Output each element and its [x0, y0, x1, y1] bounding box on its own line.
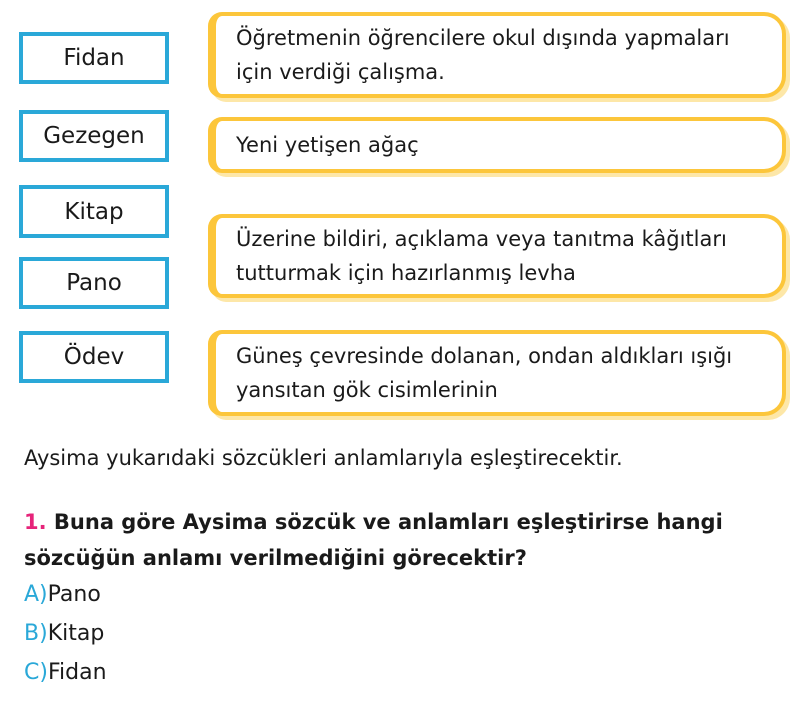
option-text: Kitap	[47, 621, 105, 646]
option-letter: C)	[24, 660, 48, 685]
word-box-kitap	[19, 185, 169, 238]
definition-box-1	[208, 12, 786, 98]
word-label: Pano	[66, 270, 122, 296]
option-a[interactable]	[24, 582, 101, 607]
option-letter: B)	[24, 621, 48, 646]
word-label: Kitap	[64, 198, 124, 225]
definition-box-2	[208, 117, 786, 173]
definition-text: Güneş çevresinde dolanan, ondan aldıkları ışığı yansıtan gök cisimlerinin	[236, 344, 733, 402]
word-label: Gezegen	[43, 123, 145, 149]
word-label: Fidan	[63, 45, 125, 71]
definition-text: Öğretmenin öğrencilere okul dışında yapmaları için verdiği çalışma.	[236, 26, 730, 84]
intro-text: Aysima yukarıdaki sözcükleri anlamlarıyla eşleştirecektir.	[24, 446, 623, 470]
definition-text: Üzerine bildiri, açıklama veya tanıtma kâğıtları tutturmak için hazırlanmış levha	[236, 227, 727, 285]
option-letter: A)	[24, 582, 48, 607]
question-text: Buna göre Aysima sözcük ve anlamları eşleştirirse hangi sözcüğün anlamı verilmediğini görecektir?	[24, 510, 723, 570]
option-b[interactable]	[24, 621, 104, 646]
word-box-pano	[19, 257, 169, 309]
option-text: Pano	[47, 582, 101, 607]
word-box-fidan	[19, 32, 169, 84]
definition-box-4	[208, 330, 786, 416]
question-number: 1.	[24, 510, 47, 534]
option-c[interactable]	[24, 660, 107, 685]
word-box-gezegen	[19, 110, 169, 162]
word-box-odev	[19, 331, 169, 383]
question	[24, 504, 784, 576]
word-label: Ödev	[63, 344, 125, 370]
option-text: Fidan	[47, 660, 107, 685]
definition-box-3	[208, 214, 786, 298]
definition-text: Yeni yetişen ağaç	[236, 133, 419, 157]
